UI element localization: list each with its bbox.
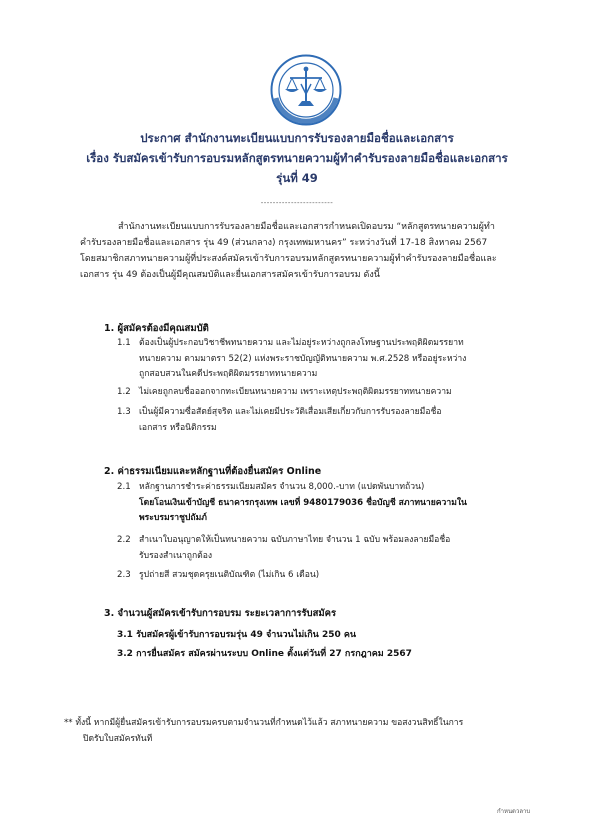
item-line: เอกสาร หรือนิติกรรม xyxy=(139,422,217,433)
item-number: 1.3 xyxy=(117,407,131,417)
item-line: ต้องเป็นผู้ประกอบวิชาชีพทนายความ และไม่อยู่ระหว่างถูกลงโทษฐานประพฤติผิดมรรยาท xyxy=(139,338,464,348)
list-item-2-1 xyxy=(117,480,537,527)
item-number: 1.1 xyxy=(117,338,131,348)
section-1-heading: 1. ผู้สมัครต้องมีคุณสมบัติ xyxy=(104,323,209,334)
intro-line: คำรับรองลายมือชื่อและเอกสาร รุ่น 49 (ส่วนกลาง) กรุงเทพมหานคร” ระหว่างวันที่ 17-18 สิงหาคม 2567 xyxy=(80,238,488,248)
item-line: ไม่เคยถูกลบชื่อออกจากทะเบียนทนายความ เพราะเหตุประพฤติผิดมรรยาททนายความ xyxy=(139,387,452,397)
list-item-1-2 xyxy=(117,385,537,401)
list-item-2-2 xyxy=(117,533,537,564)
title-line-1: ประกาศ สำนักงานทะเบียนแบบการรับรองลายมือชื่อและเอกสาร xyxy=(140,131,454,145)
title-line-2: เรื่อง รับสมัครเข้ารับการอบรมหลักสูตรทนายความผู้ทำคำรับรองลายมือชื่อและเอกสาร xyxy=(86,151,508,165)
item-line: ทนายความ ตามมาตรา 52(2) แห่งพระราชบัญญัติทนายความ พ.ศ.2528 หรืออยู่ระหว่าง xyxy=(139,353,467,364)
intro-line: สำนักงานทะเบียนแบบการรับรองลายมือชื่อและเอกสารกำหนดเปิดอบรม “หลักสูตรทนายความผู้ทำ xyxy=(118,222,495,232)
item-number: 2.3 xyxy=(117,570,131,580)
item-line: เป็นผู้มีความซื่อสัตย์สุจริต และไม่เคยมีประวัติเสื่อมเสียเกี่ยวกับการรับรองลายมือชื่อ xyxy=(139,407,442,417)
lawyers-council-seal-icon xyxy=(270,54,342,126)
list-item-1-1 xyxy=(117,336,537,383)
intro-line: เอกสาร รุ่น 49 ต้องเป็นผู้มีคุณสมบัติและยื่นเอกสารสมัครเข้ารับการอบรม ดังนี้ xyxy=(80,270,380,280)
item-number: 1.2 xyxy=(117,387,131,397)
footnote-line: ** ทั้งนี้ หากมีผู้ยื่นสมัครเข้ารับการอบรมครบตามจำนวนที่กำหนดไว้แล้ว สภาทนายความ ขอสงวนสิทธิ์ในการ xyxy=(64,718,464,728)
title-line-3: รุ่นที่ 49 xyxy=(276,171,318,185)
list-item-3-2: 3.2 การยื่นสมัคร สมัครผ่านระบบ Online ตั้งแต่วันที่ 27 กรกฎาคม 2567 xyxy=(117,649,412,659)
item-number: 2.1 xyxy=(117,482,131,492)
section-3-heading: 3. จำนวนผู้สมัครเข้ารับการอบรม ระยะเวลาการรับสมัคร xyxy=(104,608,337,619)
title-divider: ------------------------ xyxy=(260,199,334,207)
item-line: รูปถ่ายสี สวมชุดครุยเนติบัณฑิต (ไม่เกิน 6 เดือน) xyxy=(139,570,320,580)
announcement-title xyxy=(40,128,554,188)
bank-account-line: พระบรมราชูปถัมภ์ xyxy=(139,513,207,523)
item-line: ถูกสอบสวนในคดีประพฤติผิดมรรยาททนายความ xyxy=(139,369,318,379)
item-line: รับรองสำเนาถูกต้อง xyxy=(139,550,213,561)
item-line: สำเนาใบอนุญาตให้เป็นทนายความ ฉบับภาษาไทย จำนวน 1 ฉบับ พร้อมลงลายมือชื่อ xyxy=(139,535,451,545)
list-item-2-3 xyxy=(117,568,537,584)
footnote xyxy=(64,715,544,747)
item-number: 2.2 xyxy=(117,535,131,545)
intro-paragraph xyxy=(80,219,544,283)
intro-line: โดยสมาชิกสภาทนายความผู้ที่ประสงค์สมัครเข้ารับการอบรมหลักสูตรทนายความผู้ทำคำรับรองลายมือชื่อและ xyxy=(80,254,497,264)
page-footer-mark: กำหนดวลาบ xyxy=(497,808,531,815)
section-2-heading: 2. ค่าธรรมเนียมและหลักฐานที่ต้องยื่นสมัคร Online xyxy=(104,466,322,477)
item-line: หลักฐานการชำระค่าธรรมเนียมสมัคร จำนวน 8,000.-บาท (แปดพันบาทถ้วน) xyxy=(139,482,425,492)
list-item-3-1: 3.1 รับสมัครผู้เข้ารับการอบรมรุ่น 49 จำนวนไม่เกิน 250 คน xyxy=(117,630,357,640)
list-item-1-3 xyxy=(117,405,537,436)
footnote-line: ปิดรับใบสมัครทันที xyxy=(83,734,153,744)
bank-account-line: โดยโอนเงินเข้าบัญชี ธนาคารกรุงเทพ เลขที่ 9480179036 ชื่อบัญชี สภาทนายความใน xyxy=(139,497,467,508)
